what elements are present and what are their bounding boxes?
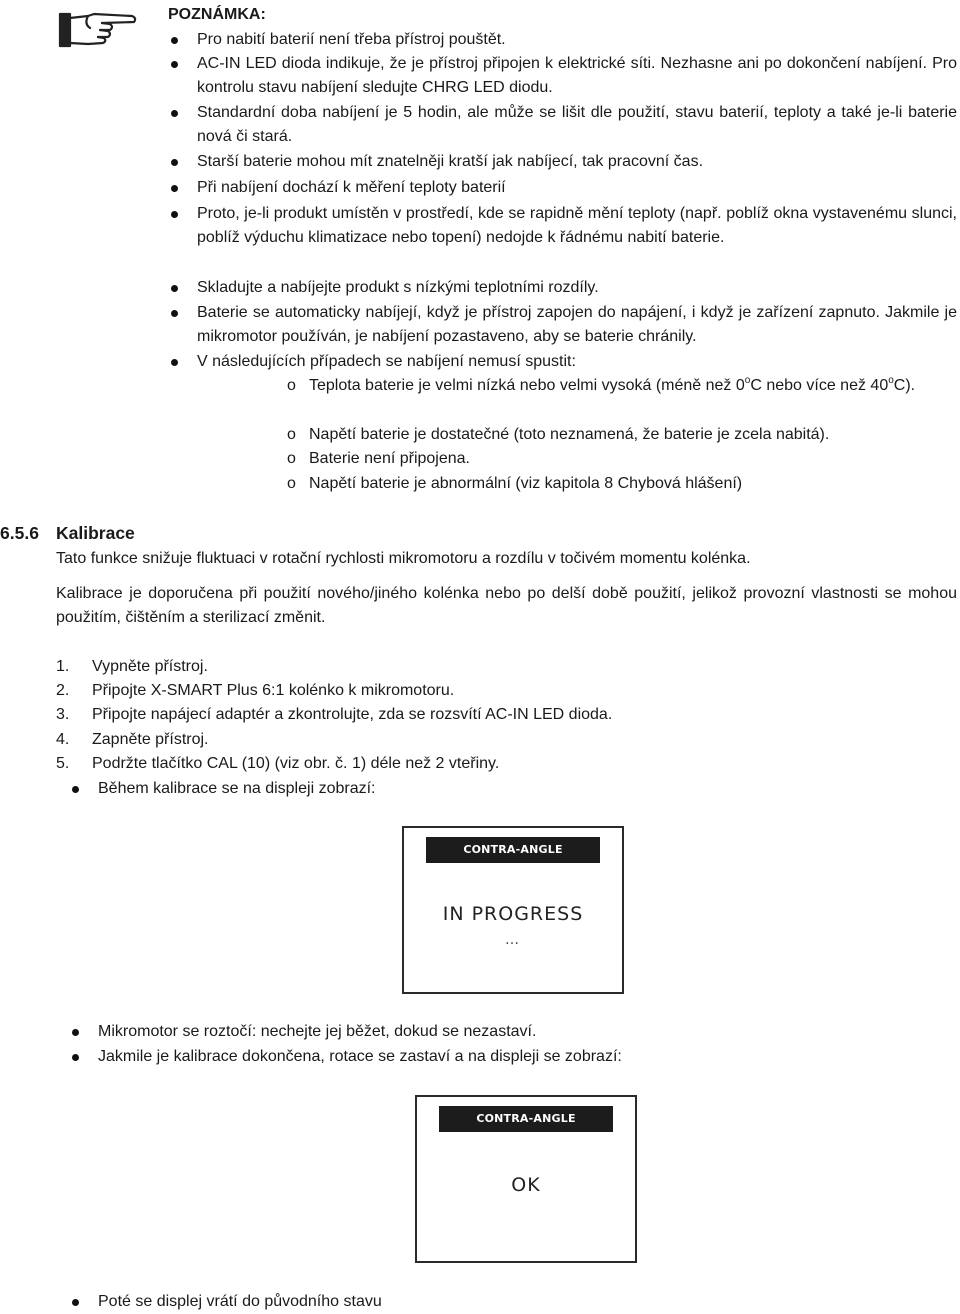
note-bullet: Starší baterie mohou mít znatelněji kratší jak nabíjecí, tak pracovní čas. — [197, 150, 957, 174]
note-bullet: AC-IN LED dioda indikuje, že je přístroj připojen k elektrické síti. Nezhasne ani po dokončení nabíjení. Pro kontrolu stavu nabíjení sledujte CHRG LED diodu. — [197, 52, 957, 100]
display-header: CONTRA-ANGLE CALIBRATION — [426, 837, 600, 863]
section-number: 6.5.6 — [0, 523, 39, 543]
step-item: 5. Podržte tlačítko CAL (10) (viz obr. č. 1) déle než 2 vteřiny. — [56, 755, 500, 772]
note-bullet: Standardní doba nabíjení je 5 hodin, ale může se lišit dle použití, stavu baterií, teploty a také je-li baterie nová či stará. — [197, 101, 957, 149]
note-bullet: Při nabíjení dochází k měření teploty baterií — [197, 176, 957, 200]
step-item: 4. Zapněte přístroj. — [56, 731, 209, 748]
paragraph: Kalibrace je doporučena při použití nového/jiného kolénka nebo po delší době použití, jelikož provozní vlastnosti se mohou použitím, čištěním a sterilizací změnit. — [56, 585, 957, 626]
sub-item: o Teplota baterie je velmi nízká nebo velmi vysoká (méně než 0$^o$C nebo více než 40$^o$C). — [309, 374, 957, 398]
bullet-item: Mikromotor se roztočí: nechejte jej běžet, dokud se nezastaví. — [98, 1020, 958, 1044]
note-bullet: Baterie se automaticky nabíjejí, když je přístroj zapojen do napájení, i když je zařízení zapnuto. Jakmile je mikromotor používán, je nabíjení pozastaveno, aby se baterie chránily. — [197, 301, 957, 349]
note-bullet: Proto, je-li produkt umístěn v prostředí, kde se rapidně mění teploty (např. poblíž okna vystavenému slunci, poblíž výduchu klimatizace nebo topení) nedojde k řádnému nabití baterie. — [197, 202, 957, 250]
step-item: 2. Připojte X-SMART Plus 6:1 kolénko k mikromotoru. — [56, 682, 455, 699]
display-dots: … — [505, 932, 521, 948]
section-title: Kalibrace — [56, 523, 135, 543]
display-status: IN PROGRESS — [442, 903, 584, 925]
sub-item: o Napětí baterie je abnormální (viz kapitola 8 Chybová hlášení) — [287, 475, 743, 492]
note-bullet: Skladujte a nabíjejte produkt s nízkými teplotními rozdíly. — [197, 276, 957, 300]
note-title: POZNÁMKA: — [168, 6, 266, 23]
calibration-display-progress — [402, 826, 624, 994]
bullet-item: Poté se displej vrátí do původního stavu — [98, 1290, 958, 1314]
bullet-item: Během kalibrace se na displeji zobrazí: — [98, 777, 958, 801]
step-item: 1. Vypněte přístroj. — [56, 658, 208, 675]
sub-item: o Napětí baterie je dostatečné (toto neznamená, že baterie je zcela nabitá). — [287, 426, 830, 443]
note-bullet: V následujících případech se nabíjení nemusí spustit: — [197, 350, 957, 374]
step-item: 3. Připojte napájecí adaptér a zkontrolujte, zda se rozsvítí AC-IN LED dioda. — [56, 706, 613, 723]
section-heading — [0, 521, 135, 545]
display-header: CONTRA-ANGLE CALIBRATION — [439, 1106, 613, 1132]
display-status: OK — [511, 1174, 541, 1196]
calibration-display-ok — [415, 1095, 637, 1263]
sub-item: o Baterie není připojena. — [287, 450, 470, 467]
paragraph: Tato funkce snižuje fluktuaci v rotační rychlosti mikromotoru a rozdílu v točivém momentu kolénka. — [56, 550, 751, 567]
pointing-hand-icon — [58, 10, 138, 50]
sub-marker: o — [287, 377, 296, 394]
note-bullet: Pro nabití baterií není třeba přístroj pouštět. — [197, 28, 957, 52]
bullet-item: Jakmile je kalibrace dokončena, rotace se zastaví a na displeji se zobrazí: — [98, 1045, 958, 1069]
